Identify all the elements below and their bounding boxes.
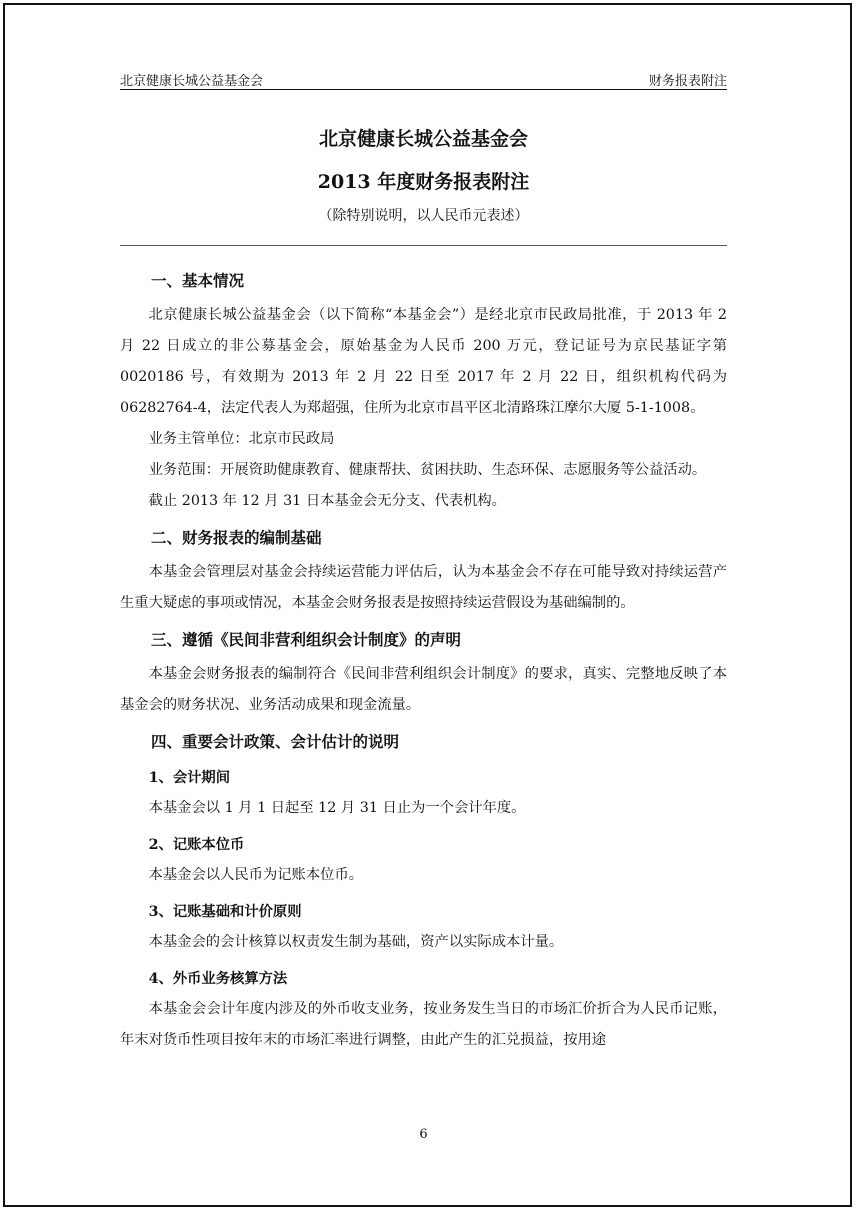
paragraph: 业务主管单位：北京市民政局 [148, 431, 335, 447]
section-heading-basic-info: 一、基本情况 [151, 271, 245, 290]
paragraph: 截止 2013 年 12 月 31 日本基金会无分支、代表机构。 [148, 493, 506, 509]
page-number: 6 [419, 1127, 428, 1142]
currency-note: （除特别说明，以人民币元表述） [318, 208, 529, 224]
paragraph: 本基金会的会计核算以权责发生制为基础，资产以实际成本计量。 [148, 934, 564, 950]
paragraph: 本基金会管理层对基金会持续运营能力评估后，认为本基金会不存在可能导致对持续运营产生重大疑虑的事项或情况，本基金会财务报表是按照持续运营假设为基础编制的。 [120, 564, 727, 611]
section-heading-preparation-basis: 二、财务报表的编制基础 [151, 528, 322, 547]
subsection-heading-bookkeeping-currency: 2、记账本位币 [148, 837, 245, 853]
subsection-heading-accounting-period: 1、会计期间 [148, 770, 231, 786]
running-header [120, 70, 727, 90]
paragraph: 本基金会以人民币为记账本位币。 [148, 867, 364, 883]
header-organization-name: 北京健康长城公益基金会 [120, 74, 264, 89]
section-heading-accounting-policies: 四、重要会计政策、会计估计的说明 [151, 732, 400, 751]
paragraph: 业务范围：开展资助健康教育、健康帮扶、贫困扶助、生态环保、志愿服务等公益活动。 [148, 462, 707, 478]
subsection-heading-accounting-basis: 3、记账基础和计价原则 [148, 904, 302, 920]
section-heading-compliance-statement: 三、遵循《民间非营利组织会计制度》的声明 [151, 630, 462, 649]
document-subtitle-year: 2013 年度财务报表附注 [317, 171, 530, 193]
title-divider [120, 245, 727, 246]
header-divider [120, 89, 727, 90]
document-title: 北京健康长城公益基金会 [318, 128, 528, 150]
paragraph: 北京健康长城公益基金会（以下简称“本基金会”）是经北京市民政局批准，于 2013 年 2 月 22 日成立的非公募基金会，原始基金为人民币 200 万元，登记证号为京民基证字第 0020186 号，有效期为 2013 年 2 月 22 日至 2017 年 2 月 22 日，组织机构代码为 06282764-4，法定代表人为郑超强，住所为北京市昌平区北清路珠江摩尔大厦 5-1-1008。 [120, 307, 727, 416]
paragraph: 本基金会以 1 月 1 日起至 12 月 31 日止为一个会计年度。 [148, 800, 526, 816]
paragraph: 本基金会会计年度内涉及的外币收支业务，按业务发生当日的市场汇价折合为人民币记账，年末对货币性项目按年末的市场汇率进行调整，由此产生的汇兑损益，按用途 [120, 1001, 727, 1048]
header-document-name: 财务报表附注 [648, 74, 727, 89]
subsection-heading-foreign-currency: 4、外币业务核算方法 [148, 971, 288, 987]
document-body [120, 260, 727, 1056]
paragraph: 本基金会财务报表的编制符合《民间非营利组织会计制度》的要求，真实、完整地反映了本基金会的财务状况、业务活动成果和现金流量。 [120, 666, 727, 713]
